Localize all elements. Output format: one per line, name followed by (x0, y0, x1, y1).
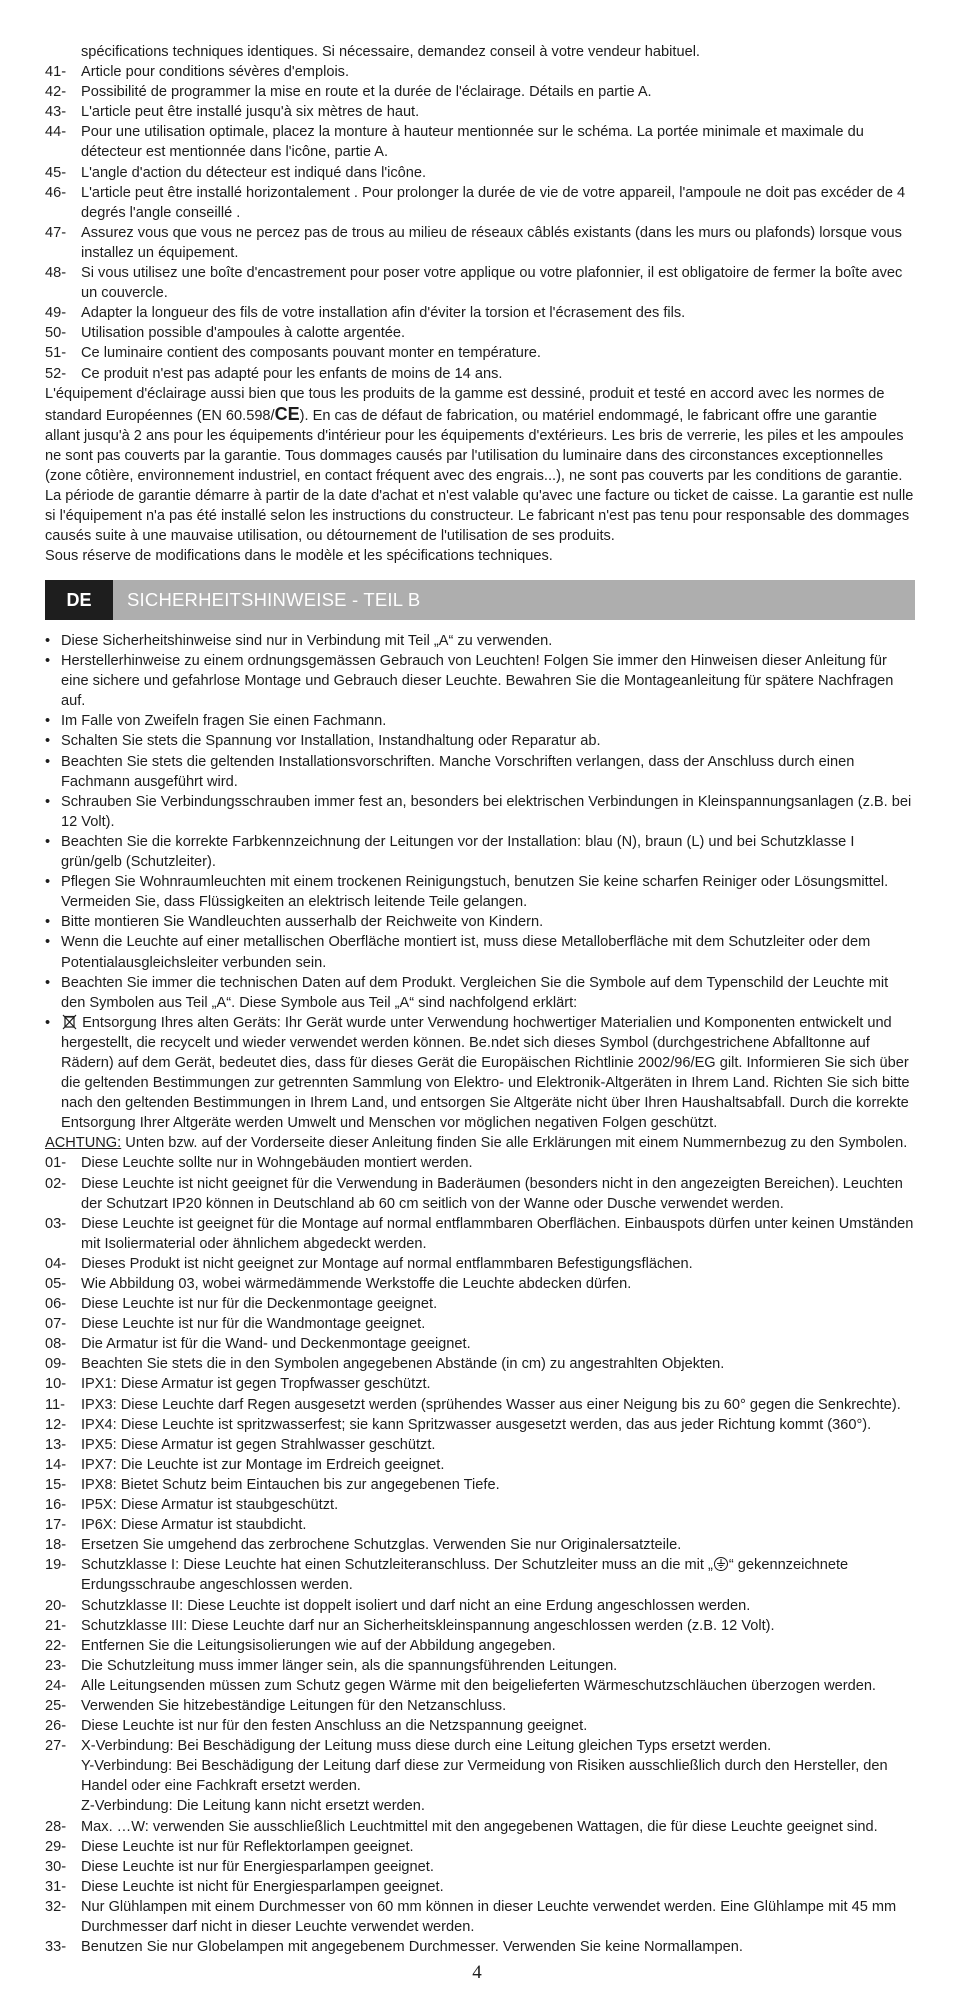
list-item (45, 263, 915, 303)
item-text: Diese Leuchte ist nur für Energiesparlampen geeignet. (81, 1858, 434, 1875)
item-text: Si vous utilisez une boîte d'encastrement pour poser votre applique ou votre plafonnier, il est obligatoire de fermer la boîte avec un couvercle. (81, 265, 903, 302)
achtung-text: Unten bzw. auf der Vorderseite dieser Anleitung finden Sie alle Erklärungen mit einem Nummernbezug zu den Symbolen. (121, 1135, 908, 1152)
item-text: IPX1: Diese Armatur ist gegen Tropfwasser geschützt. (81, 1376, 431, 1393)
item-number: 48- (45, 265, 67, 282)
item-text: Beachten Sie stets die in den Symbolen angegebenen Abstände (in cm) zu angestrahlten Objekten. (81, 1356, 725, 1373)
item-number: 06- (45, 1296, 67, 1313)
list-item (45, 1455, 915, 1475)
list-item (45, 1174, 915, 1214)
item-number: 09- (45, 1356, 67, 1373)
list-item (45, 1475, 915, 1495)
item-number: 30- (45, 1858, 67, 1875)
list-item (45, 1857, 915, 1877)
bullet-marker: • (45, 874, 51, 891)
item-number: 43- (45, 104, 67, 121)
list-item (45, 1294, 915, 1314)
item-number: 44- (45, 124, 67, 141)
list-item (45, 364, 915, 384)
item-text: Diese Leuchte ist nur für die Wandmontage geeignet. (81, 1316, 426, 1333)
item-number: 12- (45, 1416, 67, 1433)
item-text: Ce luminaire contient des composants pouvant monter en température. (81, 345, 541, 362)
list-item (45, 1153, 915, 1173)
bullet-text: Diese Sicherheitshinweise sind nur in Verbindung mit Teil „A“ zu verwenden. (61, 633, 553, 649)
list-item (45, 62, 915, 82)
item-text: Ce produit n'est pas adapté pour les enfants de moins de 14 ans. (81, 365, 503, 382)
item-number: 33- (45, 1939, 67, 1956)
item-number: 04- (45, 1255, 67, 1272)
list-item (45, 1314, 915, 1334)
item-number: 31- (45, 1878, 67, 1895)
list-item (45, 223, 915, 263)
item-text: L'angle d'action du détecteur est indiqué dans l'icône. (81, 164, 427, 181)
item-text: IPX3: Diese Leuchte darf Regen ausgesetzt werden (sprühendes Wasser aus einer Neigung bis zu 60° gegen die Senkrechte). (81, 1396, 901, 1413)
item-number: 08- (45, 1336, 67, 1353)
list-item (45, 1415, 915, 1435)
warranty-paragraph (45, 384, 915, 547)
bullet-marker: • (45, 833, 51, 850)
list-item (45, 1616, 915, 1636)
list-item (45, 1334, 915, 1354)
ce-mark-icon: CE (274, 403, 300, 424)
weee-bullet: • Entsorgung Ihres alten Geräts: Ihr Gerät wurde unter Verwendung hochwertiger Materialien und Komponenten entwickelt und hergestellt, die recycelt und wieder verwendet werden können. Be.ndet sich dieses Symbol (durchgestrichene Abfalltonne auf Rädern) auf dem Gerät, bedeutet dies, dass für dieses Gerät die Europäischen Richtlinie 2002/96/EG gilt. Informieren Sie sich über die geltenden Bestimmungen zur getrennten Sammlung von Elektro- und Elektronik-Altgeräten in Ihrem Land. Richten Sie sich bitte nach den geltenden Bestimmungen in Ihrem Land, und entsorgen Sie Altgeräte nicht über Ihren Haushaltsabfall. Durch die korrekte Entsorgung Ihrer Altgeräte werden Umwelt und Menschen vor möglichen negativen Folgen geschützt. (45, 1014, 910, 1132)
list-item (45, 303, 915, 323)
bullet-text: Herstellerhinweise zu einem ordnungsgemässen Gebrauch von Leuchten! Folgen Sie immer den Hinweisen dieser Anleitung für eine sichere und gefahrlose Montage und Gebrauch dieser Leuchte. Bewahren Sie die Montageanleitung für spätere Nachfragen auf. (61, 653, 894, 710)
item-number: 51- (45, 345, 67, 362)
bullet-item (45, 731, 915, 751)
bullet-text: Beachten Sie die korrekte Farbkennzeichnung der Leitungen vor der Installation: blau (N), braun (L) und bei Schutzklasse I grün/gelb (Schutzleiter). (61, 833, 855, 871)
item-number: 28- (45, 1818, 67, 1835)
item-number: 13- (45, 1436, 67, 1453)
item-text: Die Schutzleitung muss immer länger sein, als die spannungsführenden Leitungen. (81, 1657, 618, 1674)
continued-text: spécifications techniques identiques. Si nécessaire, demandez conseil à votre vendeur habituel. (81, 44, 700, 60)
item-text: Utilisation possible d'ampoules à calotte argentée. (81, 325, 406, 342)
crossed-bin-icon (61, 1013, 78, 1030)
item-number: 26- (45, 1718, 67, 1735)
item-number: 32- (45, 1898, 67, 1915)
bullet-item (45, 932, 915, 972)
item-number: 24- (45, 1677, 67, 1694)
section-title: SICHERHEITSHINWEISE - TEIL B (127, 588, 421, 610)
item-text: L'article peut être installé jusqu'à six mètres de haut. (81, 104, 420, 121)
bullet-marker: • (45, 934, 51, 951)
bullet-item (45, 912, 915, 932)
list-item (45, 1214, 915, 1254)
item-number: 20- (45, 1597, 67, 1614)
bullet-text: Pflegen Sie Wohnraumleuchten mit einem trockenen Reinigungstuch, benutzen Sie keine scharfen Reiniger oder Lösungsmittel. Vermeiden Sie, dass Flüssigkeiten an elektrisch leitende Teile gelangen. (61, 874, 889, 911)
french-section (45, 42, 915, 566)
achtung-label: ACHTUNG: (45, 1135, 122, 1152)
german-bullet-list (45, 631, 915, 1013)
item-number: 15- (45, 1476, 67, 1493)
list-item (45, 102, 915, 122)
list-item (45, 1515, 915, 1535)
item-text: Diese Leuchte ist nur für die Deckenmontage geeignet. (81, 1296, 438, 1313)
item-text: Diese Leuchte ist nur für Reflektorlampen geeignet. (81, 1838, 414, 1855)
item-number: 01- (45, 1155, 67, 1172)
german-numbered-list-3 (45, 1817, 915, 1958)
item-text: Schutzklasse III: Diese Leuchte darf nur an Sicherheitskleinspannung angeschlossen werden (z.B. 12 Volt). (81, 1617, 775, 1634)
bullet-text: Bitte montieren Sie Wandleuchten ausserhalb der Reichweite von Kindern. (61, 914, 544, 931)
item-text: Nur Glühlampen mit einem Durchmesser von 60 mm können in dieser Leuchte verwendet werden. Eine Glühlampe mit 45 mm Durchmesser darf nicht in dieser Leuchte verwendet werden. (81, 1898, 897, 1935)
bullet-text: Beachten Sie immer die technischen Daten auf dem Produkt. Vergleichen Sie die Symbole auf dem Typenschild der Leuchte mit den Symbolen aus Teil „A“. Diese Symbole aus Teil „A“ sind nachfolgend erklärt: (61, 974, 889, 1011)
item-text: Diese Leuchte sollte nur in Wohngebäuden montiert werden. (81, 1155, 473, 1172)
item-number: 07- (45, 1316, 67, 1333)
item-number: 45- (45, 164, 67, 181)
bullet-marker: • (45, 633, 51, 649)
item-text: Schutzklasse II: Diese Leuchte ist doppelt isoliert und darf nicht an eine Erdung angeschlossen werden. (81, 1597, 751, 1614)
bullet-text: Schrauben Sie Verbindungsschrauben immer fest an, besonders bei elektrischen Verbindungen in Kleinspannungsanlagen (z.B. bei 12 Volt). (61, 793, 912, 830)
list-item (45, 1937, 915, 1957)
list-item (45, 1897, 915, 1937)
item-number: 21- (45, 1617, 67, 1634)
bullet-item (45, 631, 915, 651)
bullet-marker: • (45, 974, 51, 991)
item-text: IPX4: Diese Leuchte ist spritzwasserfest; sie kann Spritzwasser ausgesetzt werden, das aus jeder Richtung kommt (360°). (81, 1416, 872, 1433)
item-number: 47- (45, 224, 67, 241)
item-text: Verwenden Sie hitzebeständige Leitungen für den Netzanschluss. (81, 1697, 507, 1714)
item-number: 29- (45, 1838, 67, 1855)
item-number: 42- (45, 84, 67, 101)
list-item (45, 1435, 915, 1455)
list-item (45, 82, 915, 102)
item-text: Wie Abbildung 03, wobei wärmedämmende Werkstoffe die Leuchte abdecken dürfen. (81, 1276, 632, 1292)
item-text: Pour une utilisation optimale, placez la monture à hauteur mentionnée sur le schéma. La portée minimale et maximale du détecteur est mentionnée dans l'icône, partie A. (81, 124, 864, 161)
list-item (45, 1374, 915, 1394)
item-text: Entfernen Sie die Leitungsisolierungen wie auf der Abbildung angegeben. (81, 1637, 556, 1654)
item-text: IPX5: Diese Armatur ist gegen Strahlwasser geschützt. (81, 1436, 436, 1453)
item-number: 41- (45, 64, 67, 81)
bullet-item (45, 872, 915, 912)
bullet-marker: • (45, 713, 51, 730)
german-numbered-list (45, 1153, 915, 1555)
bullet-marker: • (45, 733, 51, 750)
item-number: 10- (45, 1376, 67, 1393)
list-item (45, 1535, 915, 1555)
item-text: IPX7: Die Leuchte ist zur Montage im Erdreich geeignet. (81, 1456, 445, 1473)
item-text: Benutzen Sie nur Globelampen mit angegebenem Durchmesser. Verwenden Sie keine Normallampen. (81, 1939, 743, 1956)
list-item (45, 1254, 915, 1274)
item27-z: Z-Verbindung: Die Leitung kann nicht ersetzt werden. (81, 1798, 425, 1815)
item-number: 50- (45, 325, 67, 342)
item-number: 02- (45, 1175, 67, 1192)
item-text: IP5X: Diese Armatur ist staubgeschützt. (81, 1497, 339, 1514)
item-text: IP6X: Diese Armatur ist staubdicht. (81, 1517, 307, 1534)
item-text: Diese Leuchte ist nur für den festen Anschluss an die Netzspannung geeignet. (81, 1718, 588, 1735)
item-number: 23- (45, 1657, 67, 1674)
list-item (45, 1837, 915, 1857)
item-number: 11- (45, 1396, 66, 1413)
item-number: 22- (45, 1637, 67, 1654)
bullet-item (45, 752, 915, 792)
list-item (45, 1495, 915, 1515)
item-text: L'article peut être installé horizontalement . Pour prolonger la durée de vie de votre appareil, l'ampoule ne doit pas excéder de 4 degrés l'angle conseillé . (81, 184, 906, 221)
bullet-marker: • (45, 753, 51, 770)
item-text: Die Armatur ist für die Wand- und Deckenmontage geeignet. (81, 1336, 471, 1353)
german-numbered-list-2 (45, 1596, 915, 1757)
list-item (45, 1354, 915, 1374)
item-number: 46- (45, 184, 67, 201)
item-number: 52- (45, 365, 67, 382)
list-item (45, 1716, 915, 1736)
list-item (45, 1877, 915, 1897)
item-text: Article pour conditions sévères d'emplois. (81, 64, 350, 81)
item-number: 16- (45, 1497, 67, 1514)
list-item (45, 323, 915, 343)
item-number: 05- (45, 1276, 67, 1292)
list-item: 19- Schutzklasse I: Diese Leuchte hat einen Schutzleiteranschluss. Der Schutzleiter muss an die mit „ “ gekennzeichnete Erdungsschraube angeschlossen werden. (45, 1557, 849, 1594)
achtung-note (45, 1133, 915, 1153)
page-number: 4 (472, 1962, 482, 1983)
bullet-item (45, 792, 915, 832)
section-header (45, 580, 915, 620)
item-number: 18- (45, 1537, 67, 1554)
bullet-marker: • (45, 793, 51, 810)
language-badge: DE (45, 580, 113, 620)
list-item (45, 1395, 915, 1415)
item-text: Alle Leitungsenden müssen zum Schutz gegen Wärme mit den beigelieferten Wärmeschutzschläuchen überzogen werden. (81, 1677, 876, 1694)
item-number: 03- (45, 1215, 67, 1232)
item27-y: Y-Verbindung: Bei Beschädigung der Leitung darf diese zur Vermeidung von Risiken ausschließlich durch den Hersteller, den Handel oder eine Fachkraft ersetzt werden. (81, 1758, 888, 1795)
list-item (45, 343, 915, 363)
item-text: Diese Leuchte ist nicht für Energiesparlampen geeignet. (81, 1878, 444, 1895)
bullet-item (45, 973, 915, 1013)
item-number: 27- (45, 1738, 67, 1755)
list-item (45, 1676, 915, 1696)
item-text: X-Verbindung: Bei Beschädigung der Leitung muss diese durch eine Leitung gleichen Typs ersetzt werden. (81, 1738, 772, 1755)
item-number: 14- (45, 1456, 67, 1473)
bullet-text: Beachten Sie stets die geltenden Installationsvorschriften. Manche Vorschriften verlangen, dass der Anschluss durch einen Fachmann ausgeführt wird. (61, 753, 855, 790)
bullet-item (45, 832, 915, 872)
list-item (45, 122, 915, 162)
list-item (45, 1656, 915, 1676)
item-text: Diese Leuchte ist geeignet für die Montage auf normal entflammbaren Oberflächen. Einbauspots dürfen unter keinen Umständen mit Isoliermaterial oder ähnlichem abgedeckt werden. (81, 1215, 914, 1252)
item-text: Ersetzen Sie umgehend das zerbrochene Schutzglas. Verwenden Sie nur Originalersatzteile. (81, 1537, 682, 1554)
item-text: Max. …W: verwenden Sie ausschließlich Leuchtmittel mit den angegebenen Wattagen, die für diese Leuchte geeignet sind. (81, 1818, 878, 1835)
item-text: Possibilité de programmer la mise en route et la durée de l'éclairage. Détails en partie A. (81, 84, 652, 101)
list-item (45, 1736, 915, 1756)
list-item (45, 183, 915, 223)
list-item (45, 1636, 915, 1656)
item-text: Adapter la longueur des fils de votre installation afin d'éviter la torsion et l'écrasement des fils. (81, 305, 686, 322)
item-number: 25- (45, 1697, 67, 1714)
item-number: 49- (45, 305, 67, 322)
item-text: Dieses Produkt ist nicht geeignet zur Montage auf normal entflammbaren Befestigungsflächen. (81, 1255, 693, 1272)
bullet-item (45, 651, 915, 711)
list-item (45, 1696, 915, 1716)
weee-text: Entsorgung Ihres alten Geräts: Ihr Gerät wurde unter Verwendung hochwertiger Materialien und Komponenten entwickelt und hergestellt, die recycelt und wieder verwendet werden können. Be.ndet sich dieses Symbol (durchgestrichene Abfalltonne auf Rädern) auf dem Gerät, bedeutet dies, dass für dieses Gerät die Europäischen Richtlinie 2002/96/EG gilt. Informieren Sie sich über die geltenden Bestimmungen zur getrennten Sammlung von Elektro- und Elektronik-Altgeräten in Ihrem Land. Richten Sie sich bitte nach den geltenden Bestimmungen in Ihrem Land, und entsorgen Sie Altgeräte nicht über Ihren Haushaltsabfall. Durch die korrekte Entsorgung Ihrer Altgeräte werden Umwelt und Menschen vor möglichen negativen Folgen geschützt. (61, 1014, 910, 1132)
list-item (45, 163, 915, 183)
list-item (45, 1817, 915, 1837)
item-number: 17- (45, 1517, 67, 1534)
warranty-text-a: L'équipement d'éclairage aussi bien que tous les produits de la gamme est dessiné, produit et testé en accord avec les normes de standard Européennes (EN 60.598/ (45, 385, 885, 424)
bullet-text: Schalten Sie stets die Spannung vor Installation, Instandhaltung oder Reparatur ab. (61, 733, 601, 750)
item-text: Diese Leuchte ist nicht geeignet für die Verwendung in Baderäumen (besonders nicht in den angezeigten Bereichen). Leuchten der Schutzart IP20 können in Deutschland ab 60 cm seitlich von der Wanne oder Dusche verwendet werden. (81, 1175, 903, 1212)
list-item (45, 1274, 915, 1294)
bullet-text: Wenn die Leuchte auf einer metallischen Oberfläche montiert ist, muss diese Metalloberfläche mit dem Schutzleiter oder dem Potentialausgleichsleiter verbunden sein. (61, 934, 871, 971)
earth-ground-icon (713, 1556, 729, 1572)
french-numbered-list (45, 62, 915, 384)
bullet-item (45, 711, 915, 731)
german-section (45, 631, 915, 1957)
item-text: IPX8: Bietet Schutz beim Eintauchen bis zur angegebenen Tiefe. (81, 1476, 500, 1493)
bullet-marker: • (45, 914, 51, 931)
bullet-marker: • (45, 653, 51, 670)
list-item (45, 1596, 915, 1616)
bullet-text: Im Falle von Zweifeln fragen Sie einen Fachmann. (61, 713, 387, 730)
reserve-note: Sous réserve de modifications dans le modèle et les spécifications techniques. (45, 548, 553, 565)
item-text: Assurez vous que vous ne percez pas de trous au milieu de réseaux câblés existants (dans les murs ou plafonds) lorsque vous installez un équipement. (81, 224, 902, 261)
warranty-text-b: ). En cas de défaut de fabrication, ou matériel endommagé, le fabricant offre une garantie allant jusqu'à 2 ans pour les équipements d'intérieur pour les équipements d'extérieurs. Les bris de verrerie, les piles et les ampoules ne sont pas couverts par la garantie. Tous dommages causés par l'utilisation du luminaire dans des circonstances exceptionnelles (zone côtière, environnement industriel, en contact fréquent avec des engrais...), ne sont pas couverts par les conditions de garantie. La période de garantie démarre à partir de la date d'achat et n'est valable qu'avec une facture ou ticket de caisse. La garantie est nulle si l'équipement n'a pas été installé selon les instructions du constructeur. Le fabricant n'est pas tenu pour responsable des dommages causés suite à une mauvaise utilisation, ou détournement de l'utilisation de ses produits. (45, 407, 914, 545)
